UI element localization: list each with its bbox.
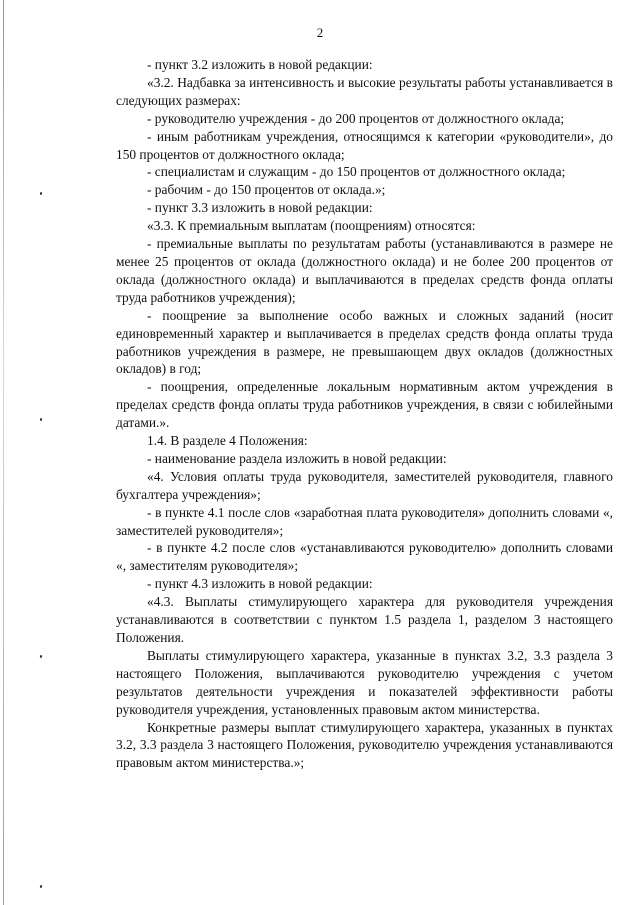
paragraph: - пункт 3.3 изложить в новой редакции: bbox=[147, 200, 373, 216]
scan-speck bbox=[40, 655, 43, 659]
paragraph: - в пункте 4.1 после слов «заработная плата руководителя» дополнить словами «, заместителей руководителя»; bbox=[116, 504, 613, 538]
paragraph: - иным работникам учреждения, относящимся к категории «руководители», до 150 процентов от должностного оклада; bbox=[116, 128, 613, 162]
paragraph: - поощрение за выполнение особо важных и сложных заданий (носит единовременный характер и выплачивается в пределах средств фонда оплаты труда работников учреждения в размере, не превышающем двух окладов (должностных окладов) в год; bbox=[116, 307, 613, 377]
page-number: 2 bbox=[316, 25, 324, 40]
paragraph: 1.4. В разделе 4 Положения: bbox=[147, 433, 308, 449]
paragraph: - поощрения, определенные локальным нормативным актом учреждения в пределах средств фонда оплаты труда работников учреждения, в связи с юбилейными датами.». bbox=[116, 379, 613, 431]
paragraph: - пункт 4.3 изложить в новой редакции: bbox=[147, 576, 373, 592]
scan-speck bbox=[40, 192, 43, 196]
document-body bbox=[116, 56, 613, 772]
paragraph: - премиальные выплаты по результатам работы (устанавливаются в размере не менее 25 процентов от оклада (должностного оклада) и не более 200 процентов от оклада (должностного оклада) и выплачиваются в пределах средств фонда оплаты труда работников учреждения); bbox=[116, 236, 613, 305]
scan-speck bbox=[40, 418, 43, 422]
paragraph: - пункт 3.2 изложить в новой редакции: bbox=[147, 57, 373, 72]
paragraph: Выплаты стимулирующего характера, указанные в пунктах 3.2, 3.3 раздела 3 настоящего Положения, выплачиваются руководителю учреждения с учетом результатов деятельности учреждения и показателей эффективности работы руководителя учреждения, установленных правовым актом министерства. bbox=[116, 647, 613, 717]
paragraph: - специалистам и служащим - до 150 процентов от должностного оклада; bbox=[147, 164, 566, 180]
paragraph: «3.2. Надбавка за интенсивность и высокие результаты работы устанавливается в следующих размерах: bbox=[116, 74, 613, 108]
paragraph: Конкретные размеры выплат стимулирующего характера, указанных в пунктах 3.2, 3.3 раздела 3 настоящего Положения, руководителю учреждения устанавливаются правовым актом министерства.»; bbox=[116, 719, 613, 771]
paragraph: «3.3. К премиальным выплатам (поощрениям) относятся: bbox=[147, 218, 476, 234]
paragraph: - в пункте 4.2 после слов «устанавливаются руководителю» дополнить словами «, заместителям руководителя»; bbox=[116, 540, 613, 574]
scan-speck bbox=[40, 885, 43, 889]
paragraph: - руководителю учреждения - до 200 процентов от должностного оклада; bbox=[147, 110, 565, 126]
paragraph: - рабочим - до 150 процентов от оклада.»; bbox=[147, 182, 386, 198]
paragraph: «4.3. Выплаты стимулирующего характера для руководителя учреждения устанавливаются в соответствии с пунктом 1.5 раздела 1, разделом 3 настоящего Положения. bbox=[116, 594, 613, 645]
paragraph: - наименование раздела изложить в новой редакции: bbox=[147, 450, 447, 466]
scan-edge-mark bbox=[3, 0, 4, 905]
paragraph: «4. Условия оплаты труда руководителя, заместителей руководителя, главного бухгалтера учреждения»; bbox=[116, 468, 613, 502]
